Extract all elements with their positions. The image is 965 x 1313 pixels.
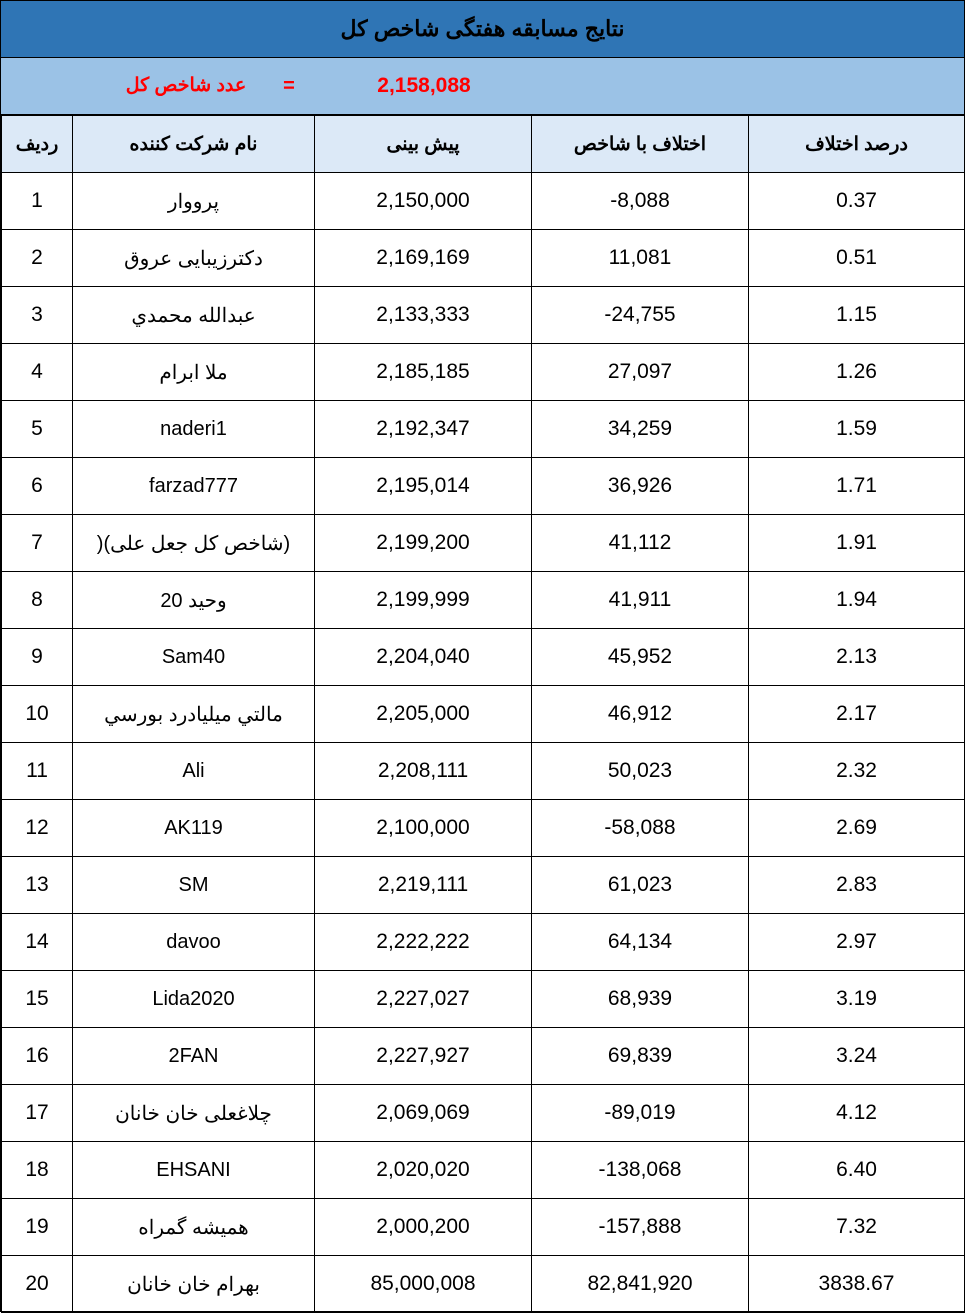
index-summary — [1, 58, 964, 115]
rank-cell: 5 — [2, 401, 73, 458]
difference-cell: 34,259 — [532, 401, 749, 458]
difference-cell: 41,112 — [532, 515, 749, 572]
difference-cell: 46,912 — [532, 686, 749, 743]
table-row — [2, 857, 965, 914]
rank-cell: 11 — [2, 743, 73, 800]
table-row — [2, 572, 965, 629]
difference-cell: 41,911 — [532, 572, 749, 629]
table-row — [2, 287, 965, 344]
rank-cell: 15 — [2, 971, 73, 1028]
prediction-cell: 2,185,185 — [315, 344, 532, 401]
rank-cell: 4 — [2, 344, 73, 401]
rank-cell: 8 — [2, 572, 73, 629]
sheet-title: نتایج مسابقه هفتگی شاخص کل — [1, 1, 964, 58]
name-cell: مالتي ميليادرد بورسي — [73, 686, 315, 743]
rank-cell: 18 — [2, 1142, 73, 1199]
name-cell: Lida2020 — [73, 971, 315, 1028]
prediction-cell: 2,208,111 — [315, 743, 532, 800]
difference-cell: 36,926 — [532, 458, 749, 515]
rank-cell: 10 — [2, 686, 73, 743]
percent-cell: 1.71 — [749, 458, 965, 515]
table-row — [2, 1256, 965, 1313]
prediction-cell: 2,069,069 — [315, 1085, 532, 1142]
percent-cell: 1.15 — [749, 287, 965, 344]
header-prediction: پیش بینی — [315, 116, 532, 173]
rank-cell: 1 — [2, 173, 73, 230]
header-rank: ردیف — [2, 116, 73, 173]
table-row — [2, 1142, 965, 1199]
difference-cell: 50,023 — [532, 743, 749, 800]
rank-cell: 3 — [2, 287, 73, 344]
prediction-cell: 2,195,014 — [315, 458, 532, 515]
prediction-cell: 2,169,169 — [315, 230, 532, 287]
percent-cell: 7.32 — [749, 1199, 965, 1256]
prediction-cell: 2,227,927 — [315, 1028, 532, 1085]
header-percent: درصد اختلاف — [749, 116, 965, 173]
percent-cell: 1.94 — [749, 572, 965, 629]
difference-cell: 82,841,920 — [532, 1256, 749, 1313]
rank-cell: 9 — [2, 629, 73, 686]
header-row — [2, 116, 965, 173]
percent-cell: 2.83 — [749, 857, 965, 914]
table-row — [2, 344, 965, 401]
difference-cell: -8,088 — [532, 173, 749, 230]
table-row — [2, 800, 965, 857]
difference-cell: -58,088 — [532, 800, 749, 857]
difference-cell: 45,952 — [532, 629, 749, 686]
difference-cell: 69,839 — [532, 1028, 749, 1085]
percent-cell: 3.24 — [749, 1028, 965, 1085]
table-row — [2, 515, 965, 572]
table-row — [2, 458, 965, 515]
table-row — [2, 686, 965, 743]
prediction-cell: 2,020,020 — [315, 1142, 532, 1199]
difference-cell: -89,019 — [532, 1085, 749, 1142]
name-cell: عبدالله محمدي — [73, 287, 315, 344]
table-row — [2, 1199, 965, 1256]
rank-cell: 16 — [2, 1028, 73, 1085]
percent-cell: 0.51 — [749, 230, 965, 287]
name-cell: farzad777 — [73, 458, 315, 515]
rank-cell: 14 — [2, 914, 73, 971]
difference-cell: 68,939 — [532, 971, 749, 1028]
table-row — [2, 230, 965, 287]
prediction-cell: 2,227,027 — [315, 971, 532, 1028]
prediction-cell: 2,205,000 — [315, 686, 532, 743]
index-label: عدد شاخص کل — [125, 75, 247, 96]
percent-cell: 2.69 — [749, 800, 965, 857]
percent-cell: 1.26 — [749, 344, 965, 401]
table-row — [2, 914, 965, 971]
name-cell: davoo — [73, 914, 315, 971]
index-value: 2,158,088 — [377, 74, 471, 97]
name-cell: پرووار — [73, 173, 315, 230]
rank-cell: 19 — [2, 1199, 73, 1256]
prediction-cell: 2,192,347 — [315, 401, 532, 458]
rank-cell: 12 — [2, 800, 73, 857]
prediction-cell: 2,222,222 — [315, 914, 532, 971]
percent-cell: 0.37 — [749, 173, 965, 230]
difference-cell: -157,888 — [532, 1199, 749, 1256]
table-row — [2, 971, 965, 1028]
prediction-cell: 2,133,333 — [315, 287, 532, 344]
prediction-cell: 85,000,008 — [315, 1256, 532, 1313]
table-row — [2, 1085, 965, 1142]
difference-cell: 27,097 — [532, 344, 749, 401]
header-name: نام شرکت کننده — [73, 116, 315, 173]
prediction-cell: 2,000,200 — [315, 1199, 532, 1256]
results-table — [1, 115, 965, 1313]
difference-cell: 64,134 — [532, 914, 749, 971]
name-cell: (شاخص کل جعل علی)( — [73, 515, 315, 572]
difference-cell: -24,755 — [532, 287, 749, 344]
prediction-cell: 2,204,040 — [315, 629, 532, 686]
name-cell: چلاغعلی خان خانان — [73, 1085, 315, 1142]
name-cell: Sam40 — [73, 629, 315, 686]
prediction-cell: 2,199,200 — [315, 515, 532, 572]
table-row — [2, 629, 965, 686]
table-row — [2, 1028, 965, 1085]
name-cell: همیشه گمراه — [73, 1199, 315, 1256]
difference-cell: 61,023 — [532, 857, 749, 914]
rank-cell: 13 — [2, 857, 73, 914]
percent-cell: 2.17 — [749, 686, 965, 743]
difference-cell: 11,081 — [532, 230, 749, 287]
name-cell: 2FAN — [73, 1028, 315, 1085]
name-cell: بهرام خان خانان — [73, 1256, 315, 1313]
name-cell: naderi1 — [73, 401, 315, 458]
table-row — [2, 173, 965, 230]
table-row — [2, 743, 965, 800]
difference-cell: -138,068 — [532, 1142, 749, 1199]
name-cell: ملا ابرام — [73, 344, 315, 401]
percent-cell: 2.32 — [749, 743, 965, 800]
name-cell: AK119 — [73, 800, 315, 857]
rank-cell: 7 — [2, 515, 73, 572]
prediction-cell: 2,150,000 — [315, 173, 532, 230]
rank-cell: 6 — [2, 458, 73, 515]
rank-cell: 17 — [2, 1085, 73, 1142]
name-cell: EHSANI — [73, 1142, 315, 1199]
percent-cell: 2.13 — [749, 629, 965, 686]
rank-cell: 20 — [2, 1256, 73, 1313]
name-cell: SM — [73, 857, 315, 914]
prediction-cell: 2,199,999 — [315, 572, 532, 629]
rank-cell: 2 — [2, 230, 73, 287]
percent-cell: 4.12 — [749, 1085, 965, 1142]
header-difference: اختلاف با شاخص — [532, 116, 749, 173]
name-cell: وحید 20 — [73, 572, 315, 629]
percent-cell: 3838.67 — [749, 1256, 965, 1313]
name-cell: دکترزیبایی عروق — [73, 230, 315, 287]
table-row — [2, 401, 965, 458]
percent-cell: 6.40 — [749, 1142, 965, 1199]
prediction-cell: 2,219,111 — [315, 857, 532, 914]
equals-sign: = — [283, 75, 295, 97]
percent-cell: 3.19 — [749, 971, 965, 1028]
percent-cell: 2.97 — [749, 914, 965, 971]
percent-cell: 1.59 — [749, 401, 965, 458]
prediction-cell: 2,100,000 — [315, 800, 532, 857]
name-cell: Ali — [73, 743, 315, 800]
percent-cell: 1.91 — [749, 515, 965, 572]
